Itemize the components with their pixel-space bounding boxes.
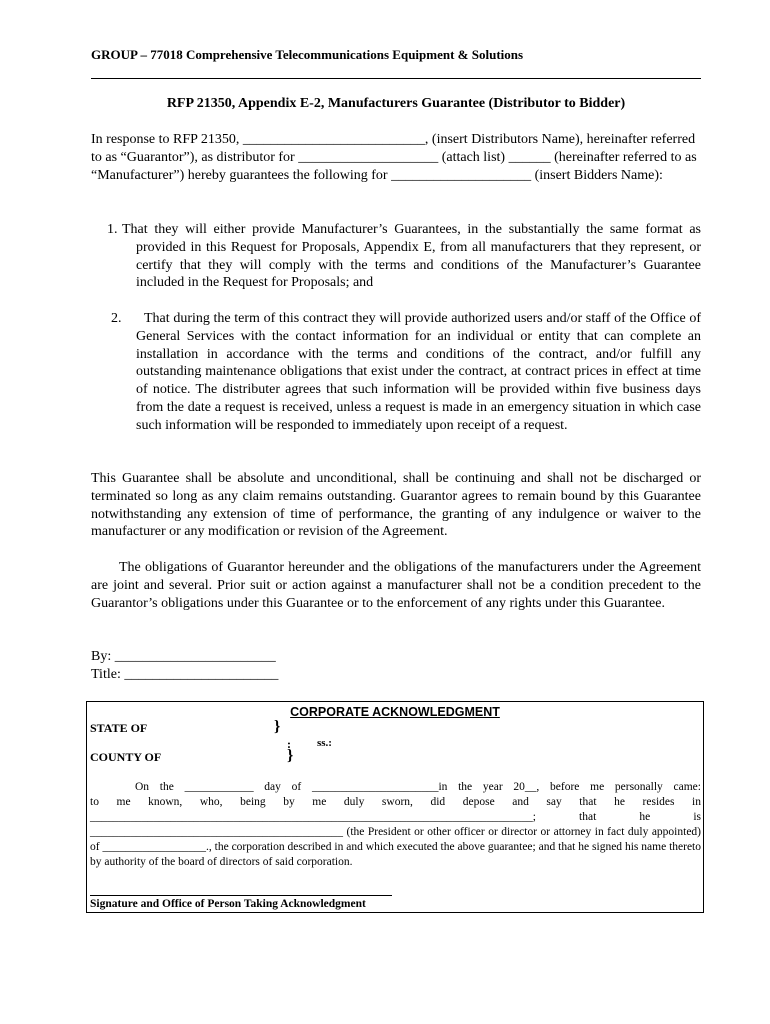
obligations-paragraph: The obligations of Guarantor hereunder and the obligations of the manufacturers under the Agreement are joint and several. Prior suit or action against a manufacturer shall not be a condition precedent to the Guarantor’s obligations under this Guarantee or to the enforcement of any rights under this Guarantee. [91, 560, 701, 611]
ss-label: ss.: [317, 737, 332, 749]
acknowledgment-line-1: On the ____________ day of ______________________in the year 20__, before me personally came: [135, 781, 701, 793]
state-of-label: STATE OF [90, 721, 148, 735]
document-title: RFP 21350, Appendix E-2, Manufacturers Guarantee (Distributor to Bidder) [166, 96, 626, 111]
acknowledgment-heading: CORPORATE ACKNOWLEDGMENT [290, 705, 500, 719]
brace-icon: } [274, 718, 281, 735]
colon-mark: : [287, 737, 291, 751]
acknowledgment-line-2: to me known, who, being by me duly sworn, did depose and say that he resides in _____________________________________________________________________________; that he is ____________________________________________ (the President or other officer or director or attorney in fact duly appointed) of __________________., the corporation described in and which executed the above guarantee; and that he signed his name thereto by authority of the board of directors of said corporation. [90, 796, 701, 868]
brace-icon: } [287, 747, 294, 764]
corporate-acknowledgment-box [86, 701, 704, 913]
signature-line [90, 895, 392, 896]
list-item-text: That during the term of this contract they will provide authorized users and/or staff of the Office of General Services with the contact information for an individual or entity that can complete an installation in accordance with the terms and conditions of the contract, and/or fulfill any outstanding maintenance obligations that exist under the contract, at contract prices in effect at time of notice. The distributer agrees that such information will be provided within five business days from the date a request is received, unless a request is made in an emergency situation in which case such information will be responded to immediately upon receipt of a request. [136, 311, 701, 433]
signature-label: Signature and Office of Person Taking Acknowledgment [90, 898, 366, 910]
list-item-number: 1. [107, 222, 118, 237]
by-line: By: _______________________ [91, 649, 276, 664]
guarantee-paragraph: This Guarantee shall be absolute and unconditional, shall be continuing and shall not be discharged or terminated so long as any claim remains outstanding. Guarantor agrees to remain bound by this Guarantee notwithstanding any extension of time of performance, the granting of any indulgence or waiver to the manufacturer or any modification or revision of the Agreement. [91, 471, 701, 540]
list-item-number: 2. [111, 311, 122, 326]
document-header: GROUP – 77018 Comprehensive Telecommunications Equipment & Solutions [91, 47, 524, 62]
header-divider [91, 78, 701, 79]
county-of-label: COUNTY OF [90, 750, 162, 764]
intro-paragraph: In response to RFP 21350, __________________________, (insert Distributors Name), hereinafter referred to as “Guarantor”), as distributor for ____________________ (attach list) ______ (hereinafter referred to as “Manufacturer”) hereby guarantees the following for ____________________ (insert Bidders Name): [91, 132, 697, 183]
title-line: Title: ______________________ [91, 667, 279, 682]
list-item-text: That they will either provide Manufacturer’s Guarantees, in the substantially the same format as provided in this Request for Proposals, Appendix E, from all manufacturers that they represent, or certify that they will comply with the terms and conditions of the Manufacturer’s Guarantee included in the Request for Proposals; and [122, 222, 701, 291]
